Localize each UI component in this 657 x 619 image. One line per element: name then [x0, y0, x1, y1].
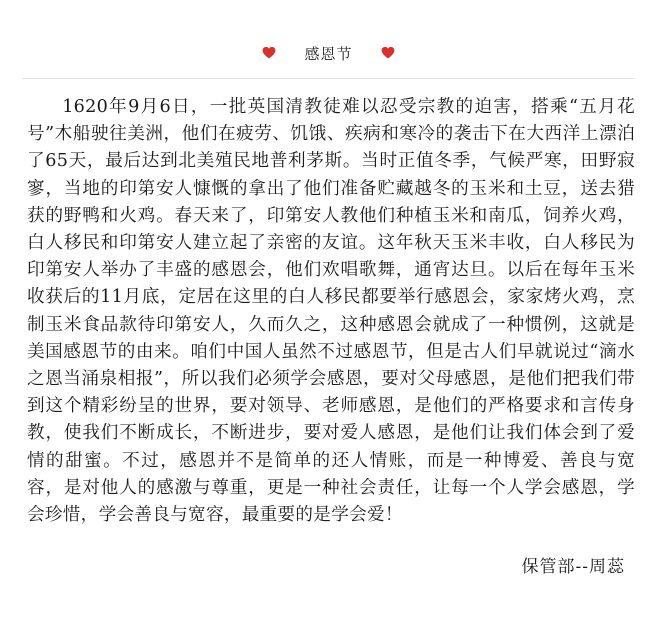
heart-icon [381, 46, 395, 60]
heart-icon [262, 46, 276, 60]
title-row [0, 40, 657, 66]
page-title: 感恩节 [304, 44, 353, 63]
article-paragraph: 1620年9月6日，一批英国清教徒难以忍受宗教的迫害，搭乘“五月花号”木船驶往美洲，他们在疲劳、饥饿、疾病和寒冷的袭击下在大西洋上漂泊了65天，最后达到北美殖民地普利茅斯。当时正值冬季，气候严寒，田野寂寥，当地的印第安人慷慨的拿出了他们准备贮藏越冬的玉米和土豆，送去猎获的野鸭和火鸡。春天来了，印第安人教他们种植玉米和南瓜，饲养火鸡，白人移民和印第安人建立起了亲密的友谊。这年秋天玉米丰收，白人移民为印第安人举办了丰盛的感恩会，他们欢唱歌舞，通宵达旦。以后在每年玉米收获后的11月底，定居在这里的白人移民都要举行感恩会，家家烤火鸡，烹制玉米食品款待印第安人，久而久之，这种感恩会就成了一种惯例，这就是美国感恩节的由来。咱们中国人虽然不过感恩节，但是古人们早就说过“滴水之恩当涌泉相报”，所以我们必须学会感恩，要对父母感恩，是他们把我们带到这个精彩纷呈的世界，要对领导、老师感恩，是他们的严格要求和言传身教，使我们不断成长，不断进步，要对爱人感恩，是他们让我们体会到了爱情的甜蜜。不过，感恩并不是简单的还人情账，而是一种博爱、善良与宽容，是对他人的感激与尊重，更是一种社会责任，让每一个人学会感恩，学会珍惜，学会善良与宽容，最重要的是学会爱！ [27, 97, 635, 526]
signature: 保管部--周蕊 [521, 557, 625, 577]
title-divider [22, 78, 635, 79]
